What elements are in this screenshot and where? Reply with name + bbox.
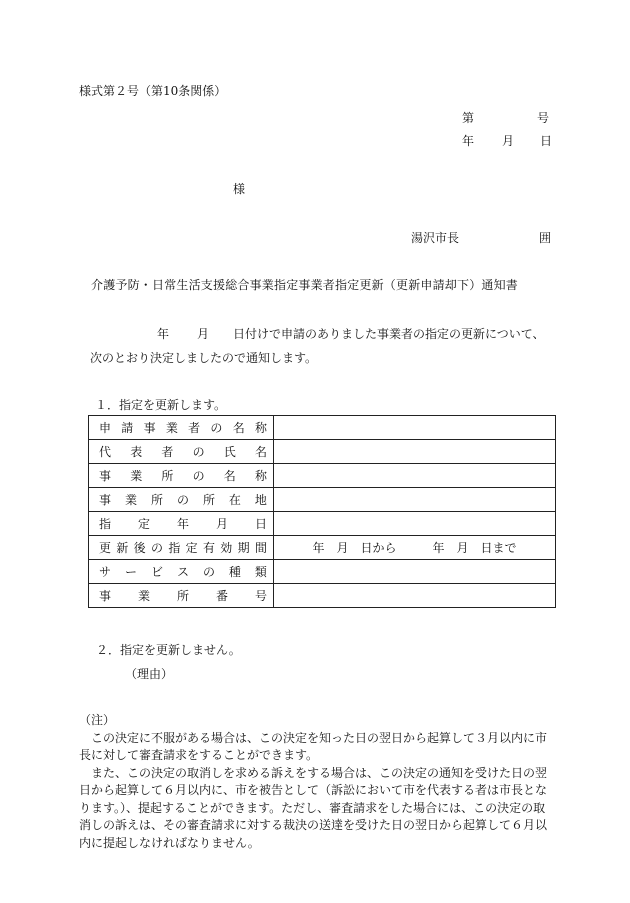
label-char: 請	[121, 421, 134, 435]
label-char: 事	[143, 421, 156, 435]
table-row	[89, 584, 556, 608]
form-number: 様式第２号（第10条関係）	[79, 84, 227, 98]
row-value	[274, 464, 556, 488]
table-row	[89, 560, 556, 584]
label-char: 業	[130, 469, 143, 483]
row-value	[274, 488, 556, 512]
row-label-text	[99, 467, 267, 484]
row-label-text	[99, 515, 267, 532]
label-char: 業	[165, 421, 178, 435]
label-char: の	[202, 565, 215, 579]
table-row	[89, 464, 556, 488]
label-char: の	[192, 469, 205, 483]
label-char: 表	[130, 445, 143, 459]
label-char: の	[210, 421, 223, 435]
label-char: 名	[223, 469, 236, 483]
label-char: 所	[176, 589, 189, 603]
label-char: 氏	[223, 445, 236, 459]
table-row	[89, 416, 556, 440]
body-line1-text: 日付けで申請のありました事業者の指定の更新について、	[233, 327, 545, 341]
label-char: 号	[254, 589, 267, 603]
row-label	[89, 536, 274, 560]
label-char: ビ	[150, 565, 163, 579]
label-char: 在	[228, 493, 241, 507]
label-char: 地	[254, 493, 267, 507]
table-row	[89, 440, 556, 464]
label-char: 申	[99, 421, 112, 435]
label-char: 後	[133, 541, 146, 555]
body-month-label: 月	[197, 327, 210, 341]
table-row	[89, 488, 556, 512]
row-label	[89, 512, 274, 536]
label-char: 間	[254, 541, 267, 555]
label-char: 者	[188, 421, 201, 435]
row-label	[89, 416, 274, 440]
body-text	[90, 322, 560, 370]
note-heading: （注）	[79, 713, 116, 727]
designation-table	[88, 415, 556, 608]
table-row	[89, 536, 556, 560]
label-char: ー	[124, 565, 137, 579]
section2-heading: ２．指定を更新しません。	[96, 643, 241, 657]
label-char: 名	[254, 445, 267, 459]
label-char: 有	[202, 541, 215, 555]
label-char: 業	[137, 589, 150, 603]
row-label	[89, 584, 274, 608]
label-char: 効	[220, 541, 233, 555]
label-char: 番	[215, 589, 228, 603]
row-label-text	[99, 419, 267, 436]
note-paragraph-2: また、この決定の取消しを求める訴えをする場合は、この決定の通知を受けた日の翌日から起算して６月以内に、市を被告として（訴訟において市を代表する者は市長となります。）、提起することができます。ただし、審査請求をした場合には、この決定の取消しの訴えは、その審査請求に対する裁決の送達を受けた日の翌日から起算して６月以内に提起しなければなりません。	[79, 765, 548, 850]
row-value	[274, 560, 556, 584]
label-char: 名	[232, 421, 245, 435]
row-label-text	[99, 563, 267, 580]
label-char: 定	[137, 517, 150, 531]
label-char: 期	[237, 541, 250, 555]
seal-mark: 囲	[539, 231, 552, 245]
body-year-label: 年	[157, 327, 170, 341]
row-value	[274, 440, 556, 464]
row-label	[89, 488, 274, 512]
label-char: ス	[176, 565, 189, 579]
note-paragraph-1: この決定に不服がある場合は、この決定を知った日の翌日から起算して３月以内に市長に対して審査請求をすることができます。	[79, 730, 548, 762]
row-label	[89, 440, 274, 464]
label-char: 更	[99, 541, 112, 555]
label-char: 所	[150, 493, 163, 507]
label-char: 指	[168, 541, 181, 555]
label-char: 月	[215, 517, 228, 531]
label-char: 所	[202, 493, 215, 507]
number-prefix: 第	[462, 111, 475, 125]
label-char: 年	[176, 517, 189, 531]
row-label-text	[99, 491, 267, 508]
body-line2: 次のとおり決定しましたので通知します。	[90, 351, 318, 365]
row-label-text	[99, 587, 267, 604]
label-char: 種	[228, 565, 241, 579]
document-title: 介護予防・日常生活支援総合事業指定事業者指定更新（更新申請却下）通知書	[91, 278, 519, 292]
row-label-text	[99, 443, 267, 460]
label-char: の	[192, 445, 205, 459]
label-char: サ	[99, 565, 112, 579]
date-month-label: 月	[502, 134, 515, 148]
label-char: 者	[161, 445, 174, 459]
label-char: 業	[124, 493, 137, 507]
date-day-label: 日	[540, 134, 553, 148]
number-suffix: 号	[537, 111, 550, 125]
row-label-text	[99, 539, 267, 556]
label-char: の	[176, 493, 189, 507]
row-label	[89, 464, 274, 488]
sender-name: 湯沢市長	[411, 231, 460, 245]
label-char: 指	[99, 517, 112, 531]
label-char: 定	[185, 541, 198, 555]
label-char: の	[150, 541, 163, 555]
row-value	[274, 416, 556, 440]
row-value	[274, 584, 556, 608]
label-char: 事	[99, 493, 112, 507]
section1-heading: １．指定を更新します。	[95, 398, 227, 412]
reason-label: （理由）	[125, 667, 174, 681]
label-char: 事	[99, 469, 112, 483]
label-char: 称	[254, 421, 267, 435]
table-row	[89, 512, 556, 536]
label-char: 所	[161, 469, 174, 483]
label-char: 代	[99, 445, 112, 459]
label-char: 日	[254, 517, 267, 531]
label-char: 新	[116, 541, 129, 555]
validity-period-value: 年 月 日から 年 月 日まで	[274, 536, 556, 560]
label-char: 称	[254, 469, 267, 483]
note-block	[79, 712, 553, 852]
date-year-label: 年	[462, 134, 475, 148]
label-char: 類	[254, 565, 267, 579]
addressee-honorific: 様	[233, 182, 246, 196]
row-value	[274, 512, 556, 536]
row-label	[89, 560, 274, 584]
label-char: 事	[99, 589, 112, 603]
